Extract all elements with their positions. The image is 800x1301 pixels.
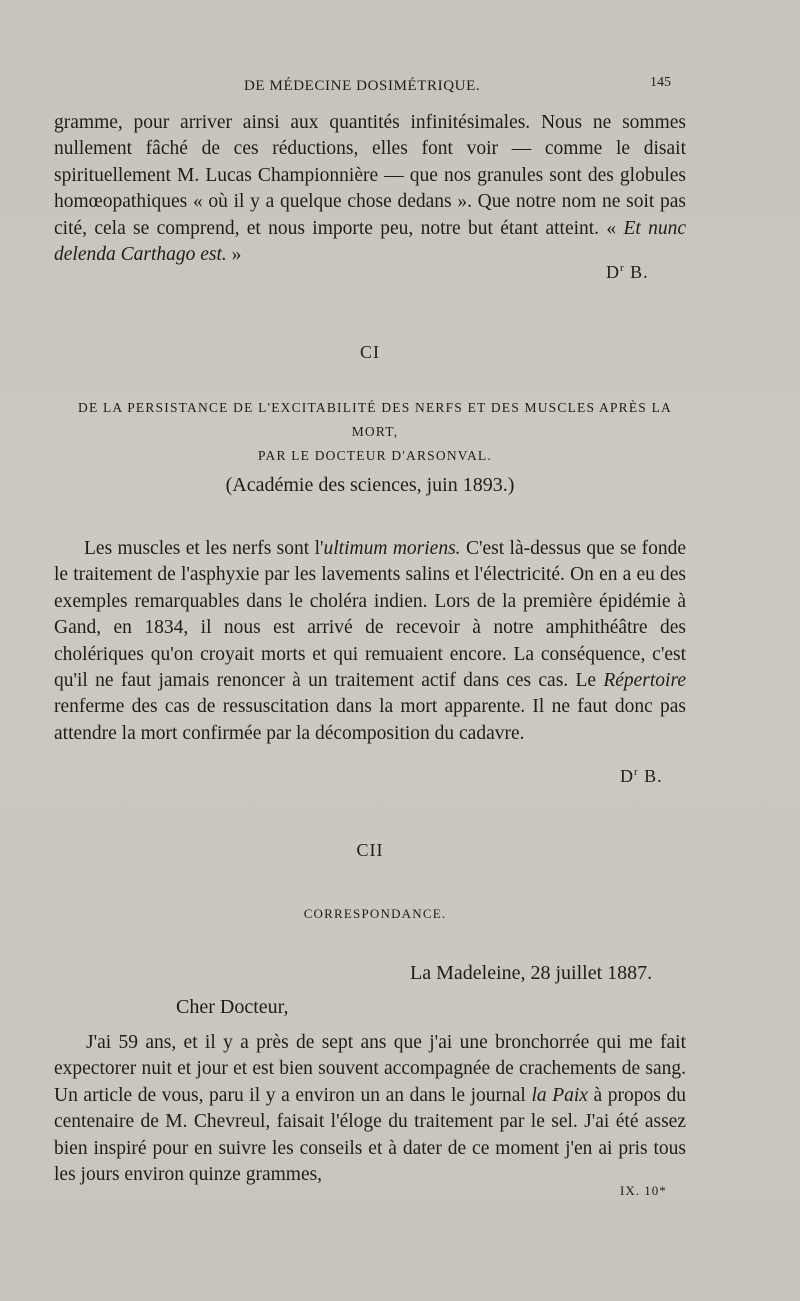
article-ci-italic-2: Répertoire [603, 670, 686, 692]
letter-italic-newspaper: la Paix [531, 1084, 588, 1106]
running-head [0, 75, 800, 98]
letter-text-1: J'ai 59 ans, et il y a près de sept ans que j'ai une bronchorrée qui me fait expectorer nuit et jour et est bien souvent accompagnée de crachements de sang. Un article de vous, paru il y a environ un an dans le journal [54, 1032, 686, 1106]
section-number-ci: CI [360, 342, 380, 362]
article-ci-italic-1: ultimum moriens. [323, 538, 461, 559]
article-source: (Académie des sciences, juin 1893.) [225, 474, 515, 496]
running-title: DE MÉDECINE DOSIMÉTRIQUE. [244, 78, 481, 94]
article-title-cii: CORRESPONDANCE. [303, 906, 447, 921]
signature-sup: r [620, 262, 625, 274]
letter-greeting: Cher Docteur, [176, 996, 289, 1018]
signature-mark: IX. 10* [620, 1183, 667, 1198]
article-ci-text-1: Les muscles et les nerfs sont l' [84, 538, 324, 559]
intro-text: gramme, pour arriver ainsi aux quantités infinitésimales. Nous ne sommes nullement fâché de ces réductions, elles font voir — comme le disait spirituellement M. Lucas Championnière — que nos granules sont des globules homœopathiques « où il y a quelque chose dedans ». Que notre nom ne soit pas cité, cela se comprend, et nous importe peu, notre but étant atteint. « [54, 112, 686, 239]
letter-paragraph [54, 1030, 686, 1188]
letter-text-2: à propos du centenaire de M. Chevreul, faisait l'éloge du traitement par le sel. J'ai été assez bien inspiré pour en suivre les conseils et à dater de ce moment j'en ai pris tous les jours environ quinze grammes, [54, 1084, 686, 1186]
article-title-line-1: DE LA PERSISTANCE DE L'EXCITABILITÉ DES NERFS ET DES MUSCLES APRÈS LA MORT, [78, 400, 672, 439]
article-ci-signature [620, 766, 663, 787]
signature-dr: D [606, 262, 620, 282]
article-ci-text-3: renferme des cas de ressuscitation dans la mort apparente. Il ne faut donc pas attendre la mort confirmée par la décomposition du cadavre. [54, 696, 686, 744]
article-title-ci [60, 396, 690, 468]
signature-sup: r [634, 766, 639, 778]
letter-place-date: La Madeleine, 28 juillet 1887. [410, 962, 653, 984]
article-title-line-2: PAR LE DOCTEUR D'ARSONVAL. [258, 448, 492, 463]
intro-signature [606, 262, 649, 283]
page-number: 145 [650, 75, 671, 90]
article-ci-paragraph [54, 536, 686, 747]
intro-quote-close: » [226, 244, 242, 266]
signature-initial: B. [624, 262, 649, 282]
intro-paragraph [54, 110, 686, 268]
article-ci-text-2: C'est là-dessus que se fonde le traitement de l'asphyxie par les lavements salins et l'électricité. On en a eu des exemples remarquables dans le choléra indien. Lors de la première épidémie à Gand, en 1834, il nous est arrivé de recevoir à notre amphithéâtre des cholériques qu'on croyait morts et qui remuaient encore. La conséquence, c'est qu'il ne faut jamais renoncer à un traitement actif dans ces cas. Le [54, 538, 686, 692]
section-number-cii: CII [356, 840, 384, 860]
intro-quote: Et nunc delenda Carthago est. [54, 217, 687, 266]
signature-dr: D [620, 766, 634, 786]
signature-initial: B. [638, 766, 663, 786]
